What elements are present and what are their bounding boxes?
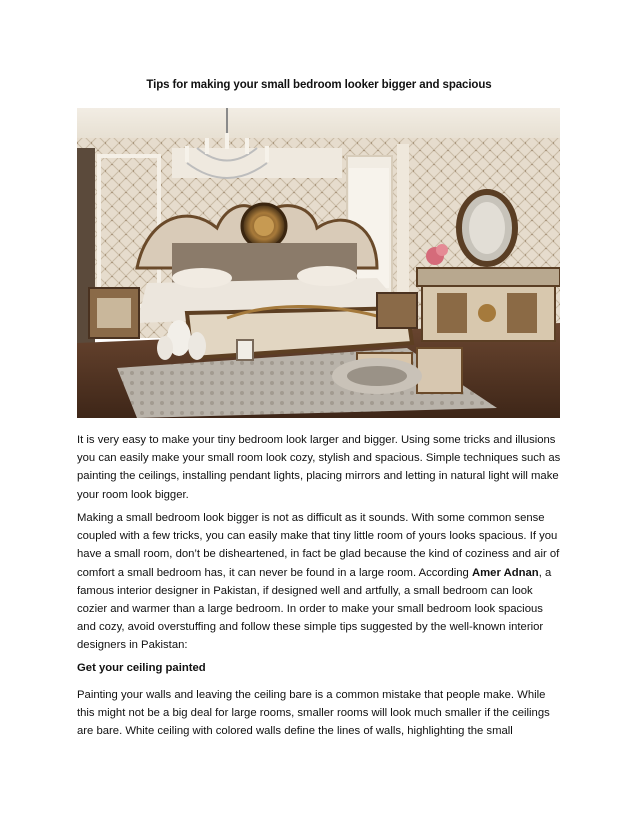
third-paragraph <box>77 686 563 741</box>
bedroom-photo <box>77 108 560 418</box>
third-paragraph-text: Painting your walls and leaving the ceiling bare is a common mistake that people make. While this might not be a big deal for large rooms, smaller rooms will look much smaller if the ceilings are bare. White ceiling with colored walls define the lines of walls, highlighting the small <box>77 689 550 738</box>
intro-paragraph-text: It is very easy to make your tiny bedroom look larger and bigger. Using some tricks and illusions you can easily make your small room look cozy, stylish and spacious. Simple techniques such as painting the ceilings, installing pendant lights, placing mirrors and letting in natural light will make your room look bigger. <box>77 434 561 501</box>
designer-name: Amer Adnan <box>471 566 539 579</box>
paragraph2-text-after: , a famous interior designer in Pakistan, if designed well and artfully, a small bedroom can look cozier and warmer than a large bedroom. In order to make your small bedroom look spacious and cozy, avoid overstuffing and follow these simple tips suggested by the well-known interior designers in Pakistan: <box>77 566 552 652</box>
section-heading: Get your ceiling painted <box>77 662 206 674</box>
document-title: Tips for making your small bedroom looker bigger and spacious <box>146 79 492 91</box>
second-paragraph <box>77 509 563 655</box>
paragraph2-text-before: Making a small bedroom look bigger is not as difficult as it sounds. With some common sense coupled with a few tricks, you can easily make that tiny little room of yours looks spacious. If you have a small room, don’t be disheartened, in fact be glad because the kind of coziness and air of comfort a small bedroom has, it can never be found in a large room. According <box>77 512 560 579</box>
intro-paragraph <box>77 431 563 504</box>
